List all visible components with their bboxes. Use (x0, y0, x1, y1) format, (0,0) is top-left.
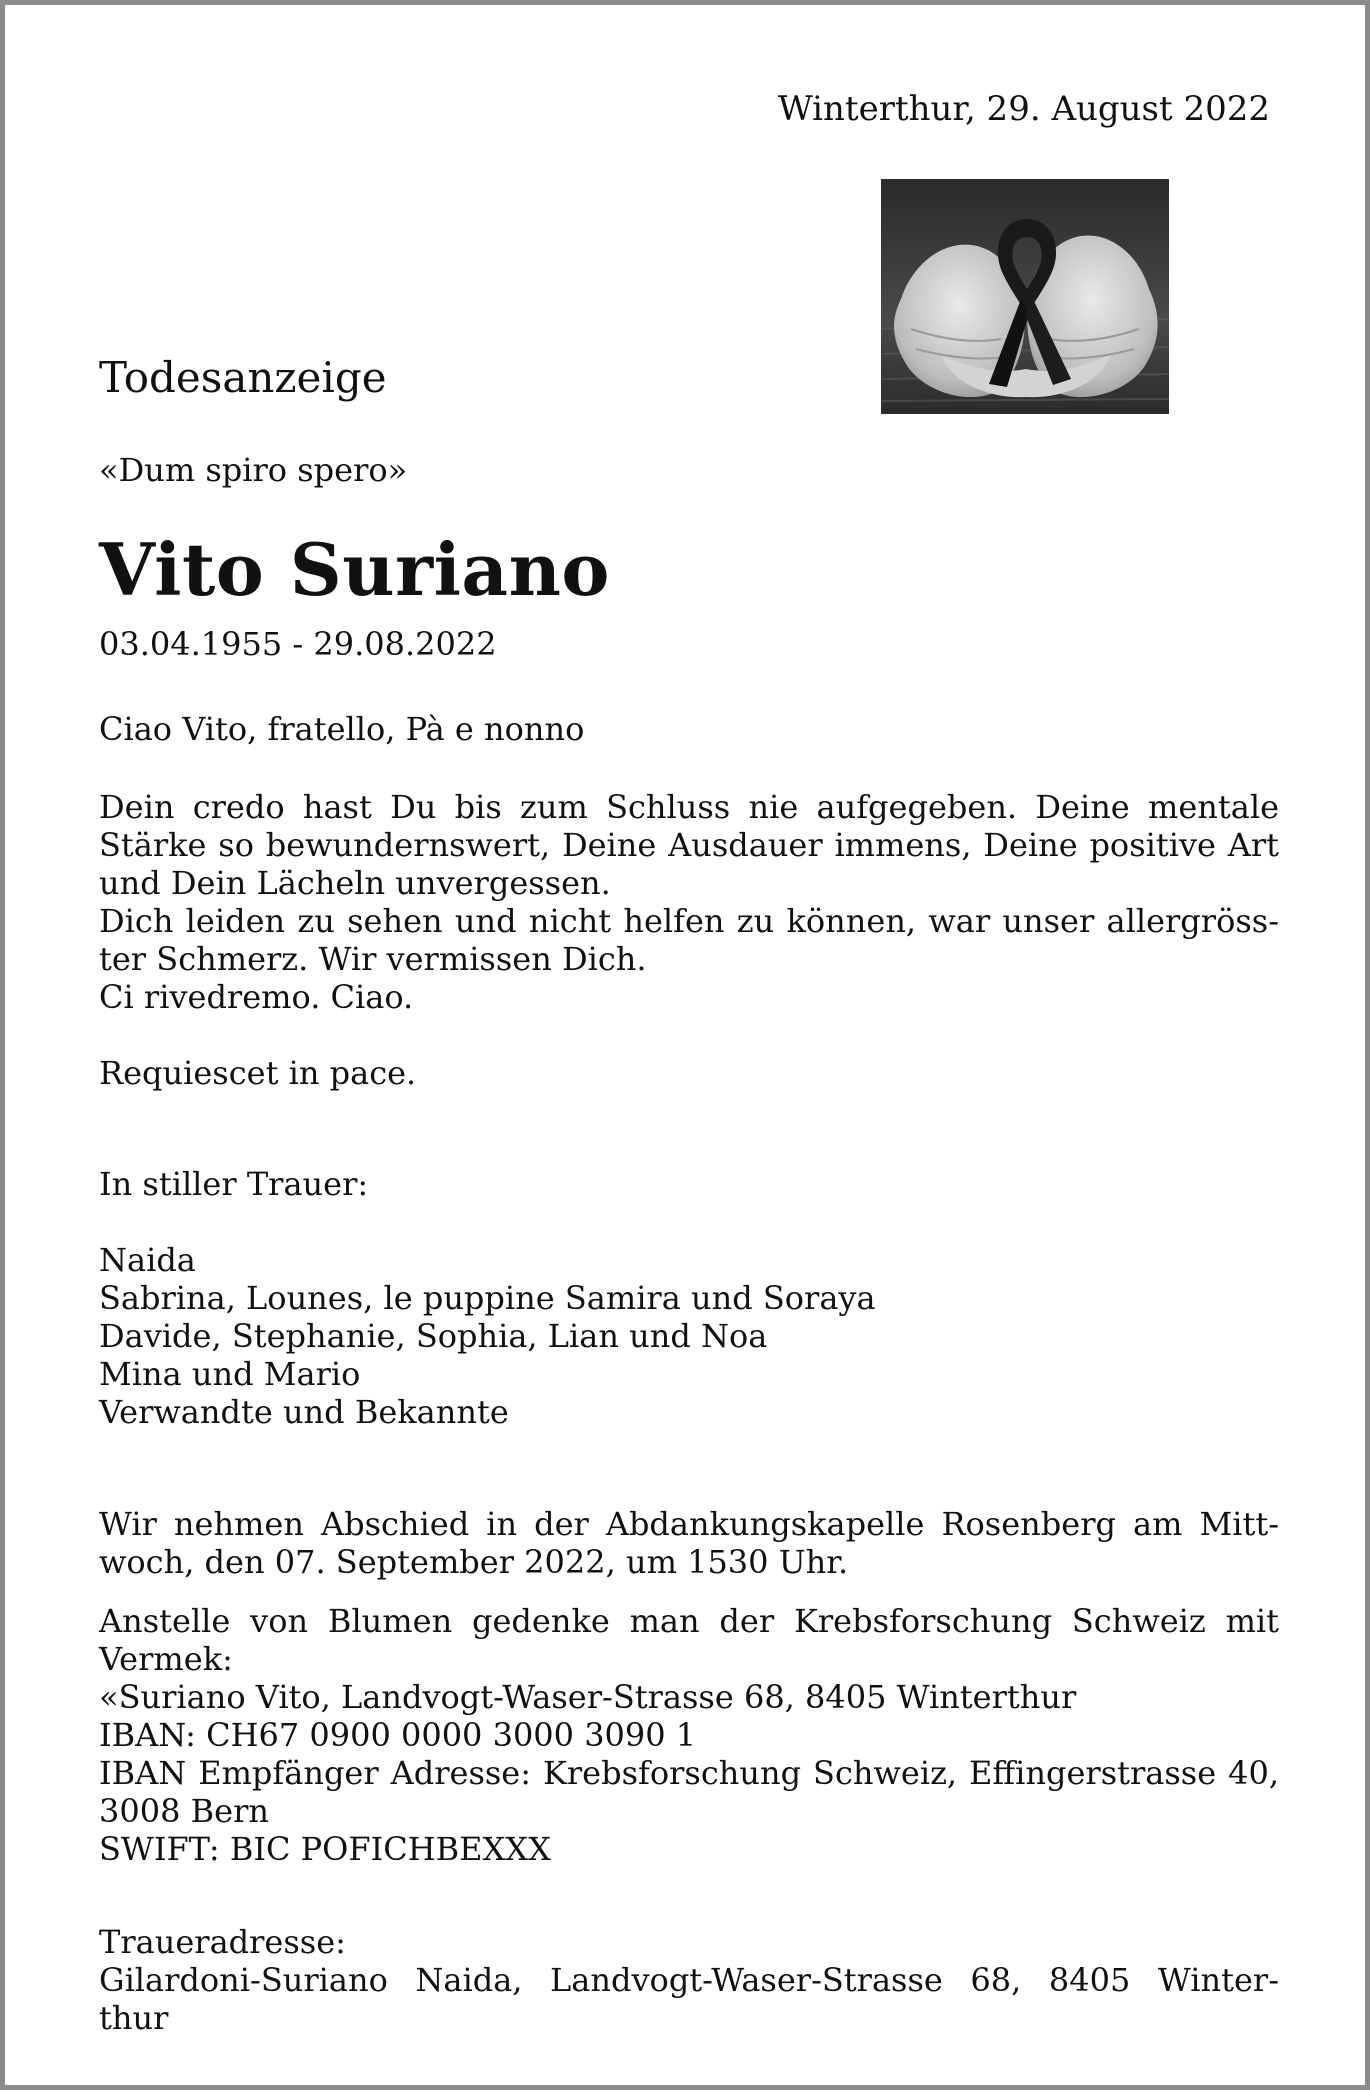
donation-info (99, 1602, 1279, 1868)
address-line: thur (99, 1999, 169, 2037)
tribute-line: Stärke so bewundernswert, Deine Ausdauer immens, Deine positive Art (99, 826, 1279, 864)
requiescat-line: Requiescet in pace. (99, 1054, 417, 1092)
donation-line: Anstelle von Blumen gedenke man der Krebsforschung Schweiz mit (99, 1602, 1279, 1640)
black-ribbon-photo (881, 179, 1169, 414)
donation-line: SWIFT: BIC POFICHBEXXX (99, 1830, 551, 1868)
greeting-line: Ciao Vito, fratello, Pà e nonno (99, 710, 585, 748)
tribute-paragraph (99, 788, 1279, 1016)
mourner-name: Davide, Stephanie, Sophia, Lian und Noa (99, 1317, 768, 1355)
ceremony-info (99, 1505, 1279, 1581)
donation-line: 3008 Bern (99, 1792, 269, 1830)
ceremony-line: Wir nehmen Abschied in der Abdankungskapelle Rosenberg am Mitt- (99, 1505, 1279, 1543)
deceased-name: Vito Suriano (99, 527, 610, 612)
requiescat (99, 1054, 1279, 1092)
mourners-intro-line: In stiller Trauer: (99, 1165, 369, 1203)
mourner-name: Verwandte und Bekannte (99, 1393, 509, 1431)
tribute-line: Ci rivedremo. Ciao. (99, 978, 414, 1016)
donation-line: Vermek: (99, 1640, 233, 1678)
place-date: Winterthur, 29. August 2022 (777, 89, 1270, 129)
donation-line: IBAN: CH67 0900 0000 3000 3090 1 (99, 1716, 697, 1754)
black-ribbon-in-hands-icon (881, 179, 1169, 414)
tribute-line: Dein credo hast Du bis zum Schluss nie aufgegeben. Deine mentale (99, 788, 1279, 826)
mourners-intro (99, 1165, 1279, 1203)
mourning-address (99, 1923, 1279, 2037)
mourner-name: Sabrina, Lounes, le puppine Samira und Soraya (99, 1279, 876, 1317)
address-label: Traueradresse: (99, 1923, 346, 1961)
mourner-name: Mina und Mario (99, 1355, 361, 1393)
address-line: Gilardoni-Suriano Naida, Landvogt-Waser-Strasse 68, 8405 Winter- (99, 1961, 1279, 1999)
life-dates: 03.04.1955 - 29.08.2022 (99, 625, 497, 663)
mourners-list (99, 1241, 1279, 1431)
tribute-line: ter Schmerz. Wir vermissen Dich. (99, 940, 647, 978)
motto: «Dum spiro spero» (99, 451, 408, 489)
donation-line: «Suriano Vito, Landvogt-Waser-Strasse 68, 8405 Winterthur (99, 1678, 1077, 1716)
tribute-line: Dich leiden zu sehen und nicht helfen zu können, war unser allergröss- (99, 902, 1279, 940)
notice-heading: Todesanzeige (99, 353, 387, 402)
tribute-line: und Dein Lächeln unvergessen. (99, 864, 611, 902)
donation-line: IBAN Empfänger Adresse: Krebsforschung Schweiz, Effingerstrasse 40, (99, 1754, 1279, 1792)
ceremony-line: woch, den 07. September 2022, um 1530 Uhr. (99, 1543, 849, 1581)
mourner-name: Naida (99, 1241, 196, 1279)
greeting (99, 710, 1279, 748)
